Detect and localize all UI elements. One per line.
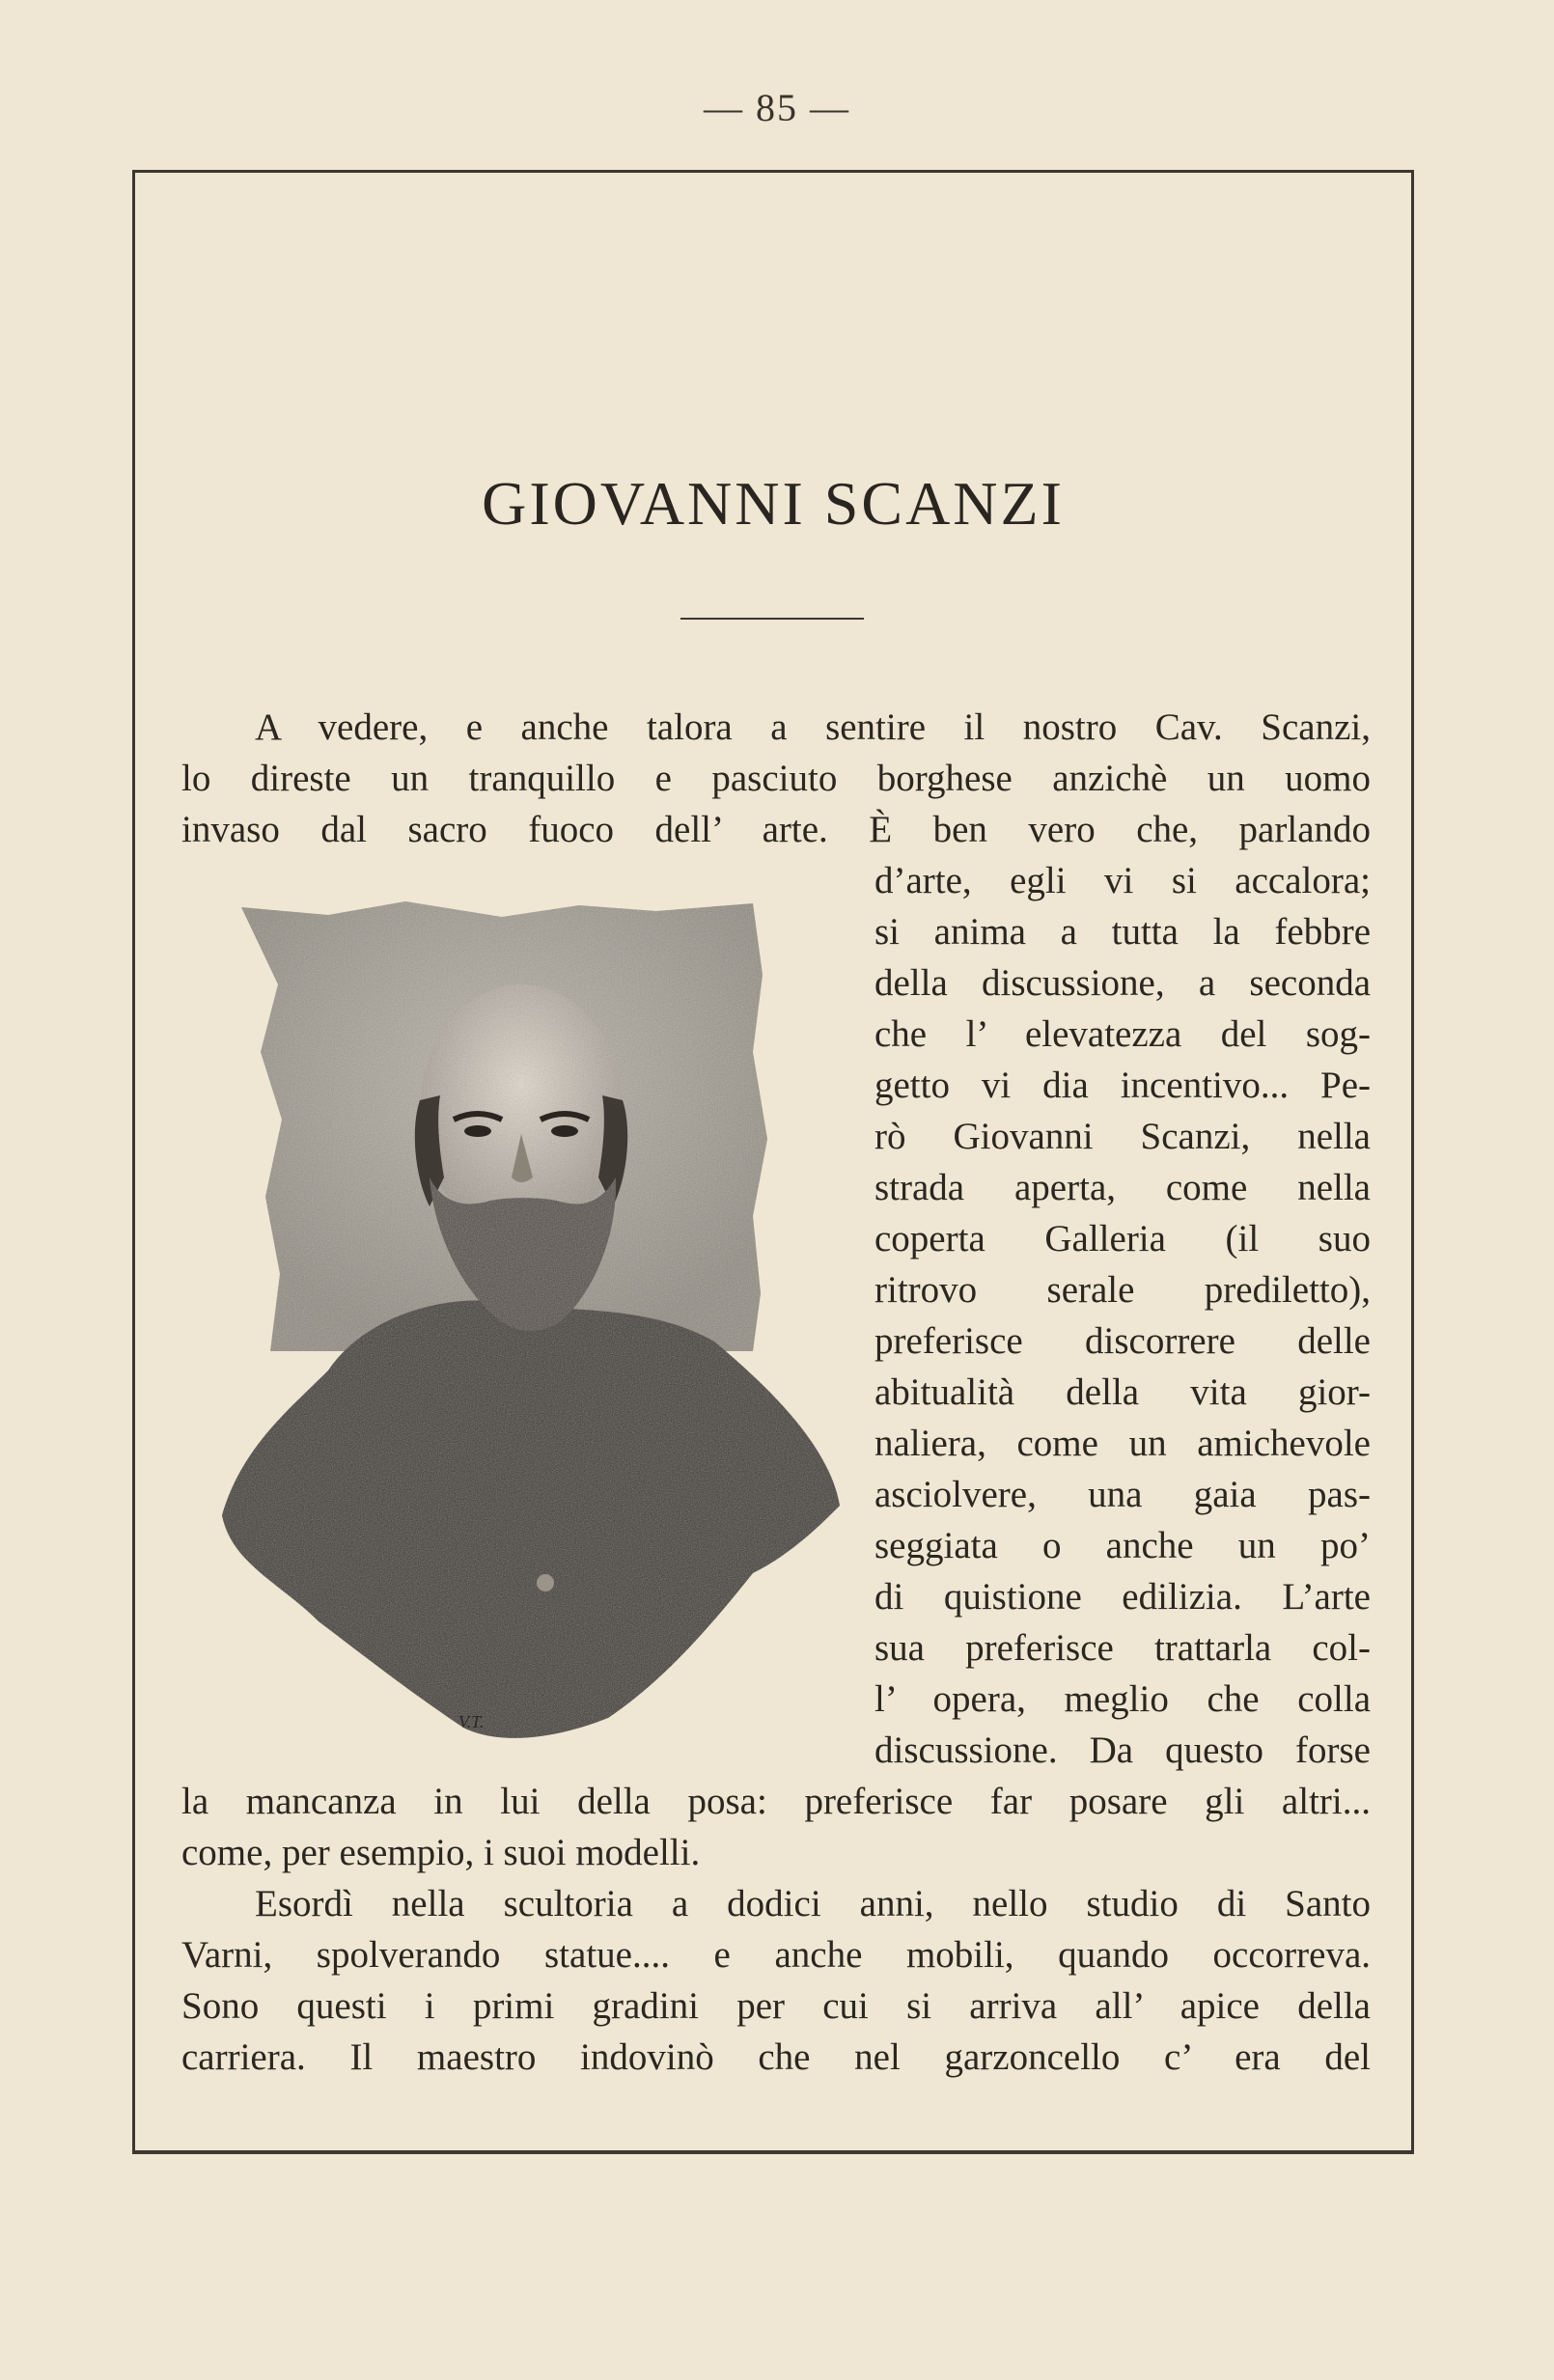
text-line: naliera, come un amichevole [874, 1423, 1371, 1464]
text-line: abitualità della vita gior- [874, 1371, 1371, 1413]
text-line: si anima a tutta la febbre [874, 911, 1371, 953]
text-line: getto vi dia incentivo... Pe- [874, 1065, 1371, 1106]
text-line: ritrovo serale prediletto), [874, 1269, 1371, 1311]
article-title: GIOVANNI SCANZI [482, 469, 1065, 538]
text-line: d’arte, egli vi si accalora; [874, 860, 1371, 901]
text-line: coperta Galleria (il suo [874, 1218, 1371, 1259]
text-line: sua preferisce trattarla col- [874, 1627, 1371, 1669]
frame-border-bottom [132, 2150, 1414, 2154]
portrait-signature: V.T. [458, 1712, 485, 1731]
text-line: seggiata o anche un po’ [874, 1525, 1371, 1566]
text-line: discussione. Da questo forse [874, 1730, 1371, 1771]
paragraph-bottom [181, 1776, 1371, 2083]
paragraph-intro-top [181, 702, 1371, 855]
text-line: Esordì nella scultoria a dodici anni, nello studio di Santo [255, 1883, 1371, 1924]
text-line: rò Giovanni Scanzi, nella [874, 1116, 1371, 1157]
text-line: invaso dal sacro fuoco dell’ arte. È ben vero che, parlando [181, 809, 1371, 850]
text-line: Sono questi i primi gradini per cui si arriva all’ apice della [181, 1985, 1371, 2027]
paragraph-wrap-column [874, 855, 1371, 1776]
text-line: preferisce discorrere delle [874, 1320, 1371, 1362]
text-line: Varni, spolverando statue.... e anche mobili, quando occorreva. [181, 1934, 1371, 1976]
text-line: che l’ elevatezza del sog- [874, 1013, 1371, 1055]
page-number: — 85 — [704, 86, 850, 129]
text-line: di quistione edilizia. L’arte [874, 1576, 1371, 1618]
text-line: la mancanza in lui della posa: preferisce far posare gli altri... [181, 1781, 1371, 1822]
title-divider [680, 618, 864, 620]
frame-border-left [132, 170, 135, 2150]
frame-border-right [1411, 170, 1414, 2150]
text-line: strada aperta, come nella [874, 1167, 1371, 1208]
text-line: asciolvere, una gaia pas- [874, 1474, 1371, 1515]
text-line: come, per esempio, i suoi modelli. [181, 1832, 701, 1873]
text-line: A vedere, e anche talora a sentire il nostro Cav. Scanzi, [255, 706, 1371, 748]
text-line: della discussione, a seconda [874, 962, 1371, 1004]
text-line: lo direste un tranquillo e pasciuto borghese anzichè un uomo [181, 758, 1371, 799]
text-line: l’ opera, meglio che colla [874, 1678, 1371, 1720]
text-line: carriera. Il maestro indovinò che nel garzoncello c’ era del [181, 2036, 1371, 2078]
portrait-engraving [212, 888, 849, 1761]
frame-border-top [132, 170, 1414, 173]
